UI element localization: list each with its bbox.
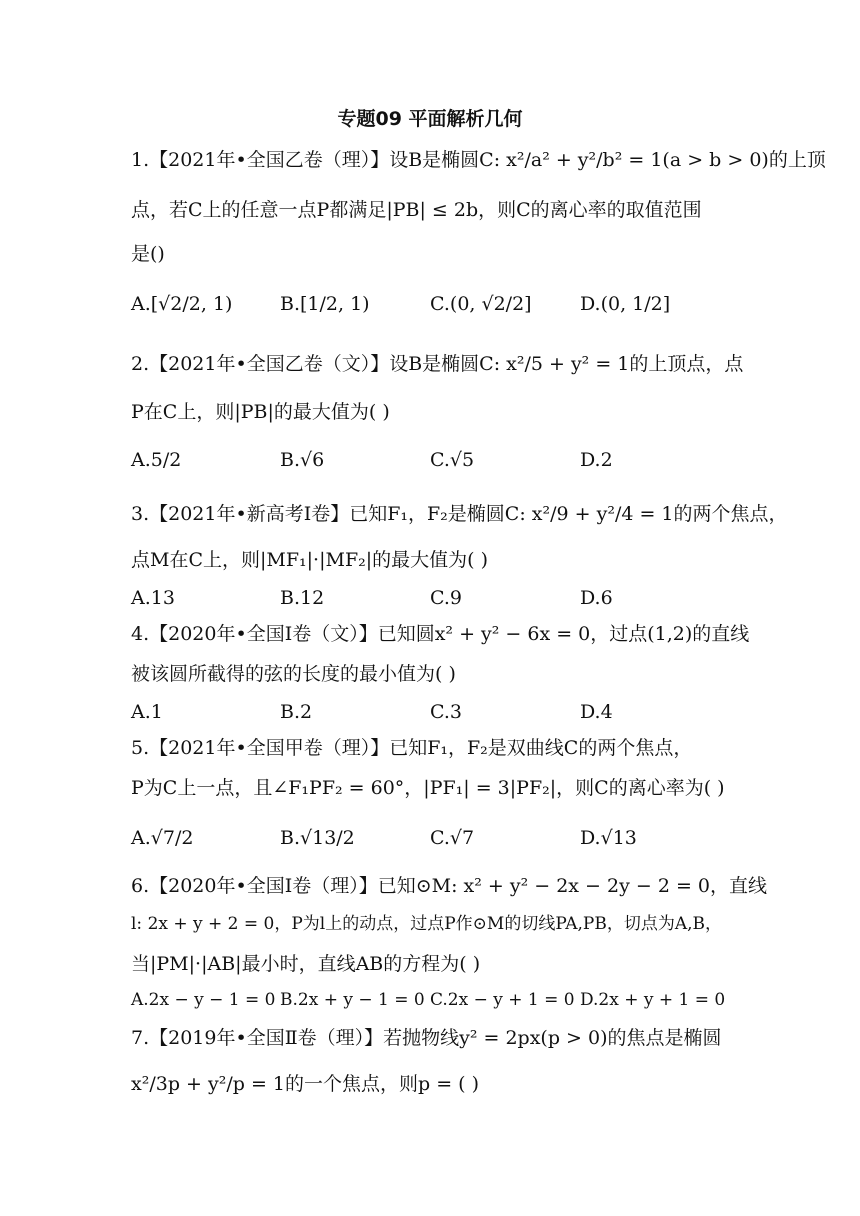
question-4-option-d: D.4 xyxy=(580,701,613,723)
page-title: 专题09 平面解析几何 xyxy=(337,108,523,130)
question-2-option-d: D.2 xyxy=(580,449,613,471)
question-3-option-d: D.6 xyxy=(580,587,613,609)
question-5-line-1: 5.【2021年•全国甲卷（理）】已知F₁，F₂是双曲线C的两个焦点， xyxy=(131,737,693,759)
question-1-line-1: 1.【2021年•全国乙卷（理）】设B是椭圆C: x²/a² + y²/b² = 1(a > b > 0)的上顶 xyxy=(131,149,826,171)
question-5-option-d: D.√13 xyxy=(580,827,637,849)
question-1-option-b: B.[1/2, 1) xyxy=(280,293,370,315)
question-4-option-a: A.1 xyxy=(131,701,163,723)
question-2-line-2: P在C上，则|PB|的最大值为( ) xyxy=(131,401,390,423)
question-4-option-b: B.2 xyxy=(280,701,313,723)
question-6-option-c: C.2x − y + 1 = 0 xyxy=(430,990,575,1010)
question-3-option-b: B.12 xyxy=(280,587,325,609)
question-4-option-c: C.3 xyxy=(430,701,462,723)
question-1-option-c: C.(0, √2/2] xyxy=(430,293,532,315)
question-6-option-b: B.2x + y − 1 = 0 xyxy=(280,990,425,1010)
question-5-line-2: P为C上一点，且∠F₁PF₂ = 60°，|PF₁| = 3|PF₂|，则C的离心率为( ) xyxy=(131,777,725,799)
question-2-option-c: C.√5 xyxy=(430,449,475,471)
question-3-option-c: C.9 xyxy=(430,587,462,609)
question-6-line-1: 6.【2020年•全国Ⅰ卷（理）】已知⊙M: x² + y² − 2x − 2y − 2 = 0，直线 xyxy=(131,875,767,897)
question-4-line-2: 被该圆所截得的弦的长度的最小值为( ) xyxy=(131,663,456,685)
question-7-line-1: 7.【2019年•全国Ⅱ卷（理）】若抛物线y² = 2px(p > 0)的焦点是椭圆 xyxy=(131,1027,722,1049)
question-3-line-2: 点M在C上，则|MF₁|·|MF₂|的最大值为( ) xyxy=(131,549,489,571)
question-3-option-a: A.13 xyxy=(131,587,175,609)
question-6-line-2: l: 2x + y + 2 = 0，P为l上的动点，过点P作⊙M的切线PA,PB，切点为A,B， xyxy=(131,914,722,934)
question-2-option-a: A.5/2 xyxy=(131,449,182,471)
question-1-line-2: 点，若C上的任意一点P都满足|PB| ≤ 2b，则C的离心率的取值范围 xyxy=(131,199,702,221)
question-1-option-d: D.(0, 1/2] xyxy=(580,293,671,315)
question-2-option-b: B.√6 xyxy=(280,449,325,471)
question-6-option-a: A.2x − y − 1 = 0 xyxy=(131,990,276,1010)
question-7-line-2: x²/3p + y²/p = 1的一个焦点，则p = ( ) xyxy=(131,1073,480,1095)
question-5-option-a: A.√7/2 xyxy=(131,827,194,849)
question-1-line-3: 是() xyxy=(131,243,165,265)
question-2-line-1: 2.【2021年•全国乙卷（文）】设B是椭圆C: x²/5 + y² = 1的上顶点，点 xyxy=(131,353,744,375)
question-6-option-d: D.2x + y + 1 = 0 xyxy=(580,990,726,1010)
question-3-line-1: 3.【2021年•新高考Ⅰ卷】已知F₁，F₂是椭圆C: x²/9 + y²/4 = 1的两个焦点， xyxy=(131,503,788,525)
question-5-option-b: B.√13/2 xyxy=(280,827,355,849)
question-4-line-1: 4.【2020年•全国Ⅰ卷（文）】已知圆x² + y² − 6x = 0，过点(1,2)的直线 xyxy=(131,623,750,645)
question-1-option-a: A.[√2/2, 1) xyxy=(131,293,233,315)
question-6-line-3: 当|PM|·|AB|最小时，直线AB的方程为( ) xyxy=(131,953,481,975)
question-5-option-c: C.√7 xyxy=(430,827,475,849)
